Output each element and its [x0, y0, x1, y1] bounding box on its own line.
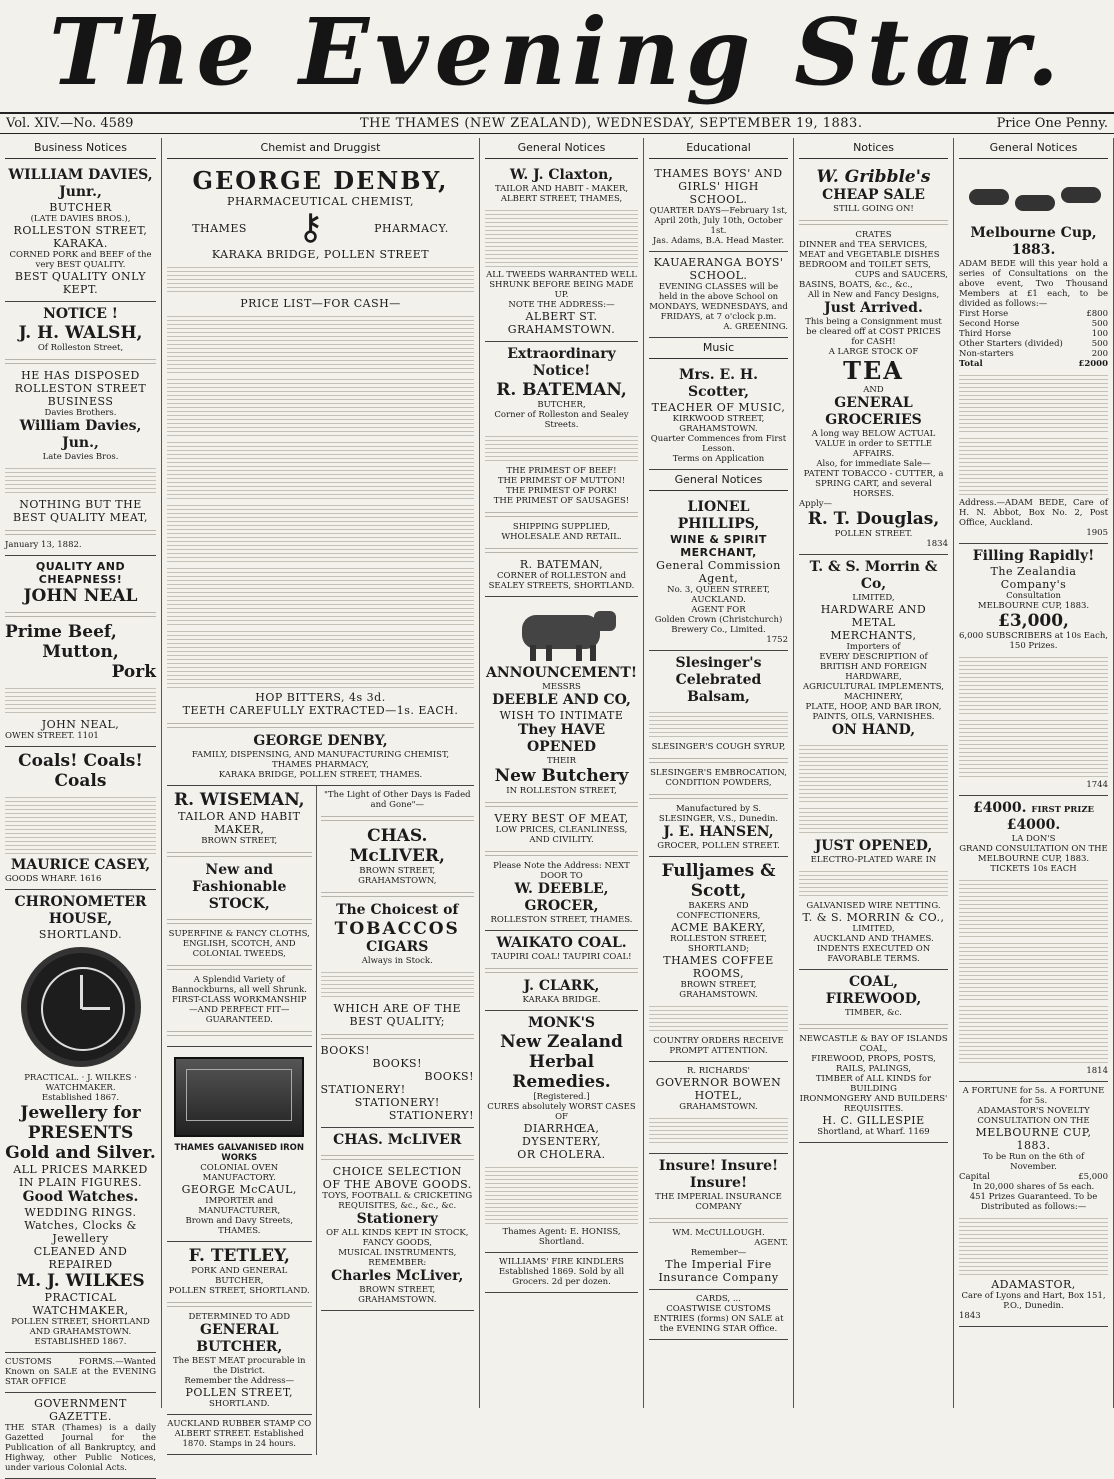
column-notices [794, 138, 954, 1408]
ad-adam-bede: Melbourne Cup, 1883. ADAM BEDE will this year hold a series of Consultations on the above event, Two Thousand Members at £1 each, to be divided as follows:— First Horse £800 Second Horse 500 Third Horse 100 Other Starters (divided) 500 Non-starters 200 Total £2000 Address.—ADAM BEDE, Care of H. N. Abbot, Box No. 2, Post Office, Auckland. 1905 [959, 163, 1108, 544]
column-header: General Notices [485, 138, 638, 159]
ad-mccaul: THAMES GALVANISED IRON WORKS COLONIAL OVEN MANUFACTORY. GEORGE McCAUL, IMPORTER and MANUFACTURER, Brown and Davy Streets, THAMES. [167, 1047, 312, 1242]
ad-phillips: LIONEL PHILLIPS, WINE & SPIRIT MERCHANT, General Commission Agent, No. 3, QUEEN STREET, AUCKLAND. AGENT FOR Golden Crown (Christchurch) Brewery Co., Limited. 1752 [649, 495, 788, 651]
racehorse-illustration [959, 171, 1109, 221]
ad-waikato: WAIKATO COAL. TAUPIRI COAL! TAUPIRI COAL! J. CLARK, KARAKA BRIDGE. [485, 931, 638, 1011]
ad-kindlers: WILLIAMS' FIRE KINDLERS Established 1869. Sold by all Grocers. 2d per dozen. [485, 1253, 638, 1293]
ad-claxton: W. J. Claxton, TAILOR AND HABIT - MAKER, ALBERT STREET, THAMES, ALL TWEEDS WARRANTED WELL SHRUNK BEFORE BEING MADE UP. NOTE THE ADDRESS:— ALBERT ST. GRAHAMSTOWN. [485, 163, 638, 342]
ad-tetley: F. TETLEY, PORK AND GENERAL BUTCHER, POLLEN STREET, SHORTLAND. DETERMINED TO ADD GENERAL BUTCHER, The BEST MEAT procurable in the District. Remember the Address— POLLEN STREET, SHORTLAND. [167, 1242, 312, 1415]
ad-fulljames: Fulljames & Scott, BAKERS AND CONFECTIONERS, ACME BAKERY, ROLLESTON STREET, SHORTLAND; THAMES COFFEE ROOMS, BROWN STREET, GRAHAMSTOWN. COUNTRY ORDERS RECEIVE PROMPT ATTENTION. [649, 857, 788, 1062]
column-header: Educational [649, 138, 788, 159]
ad-davies: WILLIAM DAVIES, Junr., BUTCHER (LATE DAVIES BROS.), ROLLESTON STREET, KARAKA. CORNED PORK and BEEF of the very BEST QUALITY. BEST QUALITY ONLY KEPT. [5, 163, 156, 302]
ad-richards: R. RICHARDS' GOVERNOR BOWEN HOTEL, GRAHAMSTOWN. [649, 1062, 788, 1154]
ad-zealandia: Filling Rapidly! The Zealandia Company's Consultation MELBOURNE CUP, 1883. £3,000, 6,000 SUBSCRIBERS at 10s Each, 150 Prizes. 1744 [959, 544, 1108, 796]
ad-wiseman: R. WISEMAN, TAILOR AND HABIT MAKER, BROWN STREET, New and Fashionable STOCK, SUPERFINE & FANCY CLOTHS, ENGLISH, SCOTCH, AND COLONIAL TWEEDS, A Splendid Variety of Bannockburns, all well Shrunk. FIRST-CLASS WORKMANSHIP —AND PERFECT FIT— GUARANTEED. [167, 786, 312, 1047]
column-header: General Notices [959, 138, 1108, 159]
key-icon: ⚷ [297, 207, 324, 248]
ad-slesinger: Slesinger's Celebrated Balsam, SLESINGER'S COUGH SYRUP, SLESINGER'S EMBROCATION, CONDITION POWDERS, Manufactured by S. SLESINGER, V.S., Dunedin. J. E. HANSEN, GROCER, POLLEN STREET. [649, 651, 788, 857]
ad-gazette: GOVERNMENT GAZETTE. THE STAR (Thames) is a daily Gazetted Journal for the Publication of all Bankruptcy, and Highway, other Public Notices, under various Colonial Acts. [5, 1393, 156, 1479]
ad-monk: MONK'S New Zealand Herbal Remedies. [Registered.] CURES absolutely WORST CASES OF DIARRHŒA, DYSENTERY, OR CHOLERA. Thames Agent: E. HONISS, Shortland. [485, 1011, 638, 1253]
dateline: THE THAMES (NEW ZEALAND), WEDNESDAY, SEPTEMBER 19, 1883. [360, 116, 863, 131]
ad-cards: CARDS, ... COASTWISE CUSTOMS ENTRIES (forms) ON SALE at the EVENING STAR Office. [649, 1290, 788, 1340]
ad-scotter: Mrs. E. H. Scotter, TEACHER OF MUSIC, KIRKWOOD STREET, GRAHAMSTOWN. Quarter Commences from First Lesson. Terms on Application [649, 363, 788, 470]
ad-stamp: AUCKLAND RUBBER STAMP CO ALBERT STREET. Established 1870. Stamps in 24 hours. [167, 1415, 312, 1455]
ad-denby: GEORGE DENBY, PHARMACEUTICAL CHEMIST, THAMES ⚷ PHARMACY. KARAKA BRIDGE, POLLEN STREET PRICE LIST—FOR CASH— HOP BITTERS, 4s 3d. TEETH CAREFULLY EXTRACTED—1s. EACH. GEORGE DENBY, FAMILY, DISPENSING, AND MANUFACTURING CHEMIST, THAMES PHARMACY, KARAKA BRIDGE, POLLEN STREET, THAMES. [167, 163, 474, 786]
ad-deeble: ANNOUNCEMENT! MESSRS DEEBLE AND CO, WISH TO INTIMATE They HAVE OPENED THEIR New Butchery IN ROLLESTON STREET, VERY BEST OF MEAT, LOW PRICES, CLEANLINESS, AND CIVILITY. Please Note the Address: NEXT DOOR TO W. DEEBLE, GROCER, ROLLESTON STREET, THAMES. [485, 597, 638, 931]
ad-neal: QUALITY AND CHEAPNESS! JOHN NEAL Prime Beef, Mutton, Pork JOHN NEAL, OWEN STREET. 1101 [5, 556, 156, 747]
column-general-notices [480, 138, 644, 1408]
volume-number: Vol. XIV.—No. 4589 [6, 116, 134, 131]
ad-gribble: W. Gribble's CHEAP SALE STILL GOING ON! CRATES DINNER and TEA SERVICES, MEAT and VEGETABLE DISHES BEDROOM and TOILET SETS, CUPS and SAUCERS, BASINS, BOATS, &c., &c., All in New and Fancy Designs, Just Arrived. This being a Consignment must be cleared off at COST PRICES for CASH! A LARGE STOCK OF TEA AND GENERAL GROCERIES A long way BELOW ACTUAL VALUE in order to SETTLE AFFAIRS. Also, for immediate Sale— PATENT TOBACCO - CUTTER, a SPRING CART, and several HORSES. Apply— R. T. Douglas, POLLEN STREET. 1834 [799, 163, 948, 555]
column-chemist [162, 138, 480, 1449]
ad-la-don: £4000. FIRST PRIZE £4000. LA DON'S GRAND CONSULTATION ON THE MELBOURNE CUP, 1883. TICKETS 10s EACH 1814 [959, 796, 1108, 1082]
ad-coals: Coals! Coals! Coals MAURICE CASEY, GOODS WHARF. 1616 [5, 747, 156, 890]
ad-bateman: Extraordinary Notice! R. BATEMAN, BUTCHER, Corner of Rolleston and Sealey Streets. THE PRIMEST OF BEEF! THE PRIMEST OF MUTTON! THE PRIMEST OF PORK! THE PRIMEST OF SAUSAGES! SHIPPING SUPPLIED, WHOLESALE AND RETAIL. R. BATEMAN, CORNER of ROLLESTON and SEALEY STREETS, SHORTLAND. [485, 342, 638, 597]
column-header: Chemist and Druggist [167, 138, 474, 159]
section-header-general: General Notices [649, 470, 788, 491]
ad-gillespie: COAL, FIREWOOD, TIMBER, &c. NEWCASTLE & BAY OF ISLANDS COAL, FIREWOOD, PROPS, POSTS, RAILS, PALINGS, TIMBER of ALL KINDS for BUILDING IRONMONGERY AND BUILDERS' REQUISITES. H. C. GILLESPIE Shortland, at Wharf. 1169 [799, 970, 948, 1143]
ad-morrin: T. & S. Morrin & Co, LIMITED, HARDWARE AND METAL MERCHANTS, Importers of EVERY DESCRIPTION of BRITISH AND FOREIGN HARDWARE, AGRICULTURAL IMPLEMENTS, MACHINERY, PLATE, HOOP, AND BAR IRON, PAINTS, OILS, VARNISHES. ON HAND, JUST OPENED, ELECTRO-PLATED WARE IN GALVANISED WIRE NETTING. T. & S. MORRIN & CO., LIMITED, AUCKLAND AND THAMES. INDENTS EXECUTED ON FAVORABLE TERMS. [799, 555, 948, 970]
ad-wilkes: CHRONOMETER HOUSE, SHORTLAND. PRACTICAL. · J. WILKES · WATCHMAKER. Established 1867. Jewellery for PRESENTS Gold and Silver. ALL PRICES MARKED IN PLAIN FIGURES. Good Watches. WEDDING RINGS. Watches, Clocks & Jewellery CLEANED AND REPAIRED M. J. WILKES PRACTICAL WATCHMAKER, POLLEN STREET, SHORTLAND AND GRAHAMSTOWN. ESTABLISHED 1867. [5, 890, 156, 1353]
column-business-notices [0, 138, 162, 1473]
column-educational [644, 138, 794, 1408]
prize-table: First Horse £800 Second Horse 500 Third Horse 100 Other Starters (divided) 500 Non-starters 200 Total £2000 [959, 309, 1108, 369]
section-header-music: Music [649, 338, 788, 359]
safe-illustration [174, 1057, 304, 1137]
ad-customs: CUSTOMS FORMS.—Wanted Known on SALE at the EVENING STAR OFFICE [5, 1353, 156, 1393]
chemist-lower [167, 786, 474, 1455]
newspaper-title: The Evening Star. [49, 0, 1065, 106]
ad-mcliver-2: CHAS. McLIVER CHOICE SELECTION OF THE ABOVE GOODS. TOYS, FOOTBALL & CRICKETING REQUISITES, &c., &c., &c. Stationery OF ALL KINDS KEPT IN STOCK, FANCY GOODS, MUSICAL INSTRUMENTS, REMEMBER: Charles McLiver, BROWN STREET, GRAHAMSTOWN. [321, 1128, 474, 1311]
ad-walsh: NOTICE ! J. H. WALSH, Of Rolleston Street, HE HAS DISPOSED ROLLESTON STREET BUSINESS Davies Brothers. William Davies, Jun., Late Davies Bros. NOTHING BUT THE BEST QUALITY MEAT, January 13, 1882. [5, 302, 156, 556]
masthead [0, 0, 1114, 110]
ad-high-school: THAMES BOYS' AND GIRLS' HIGH SCHOOL. QUARTER DAYS—February 1st, April 20th, July 10th, October 1st. Jas. Adams, B.A. Head Master. [649, 163, 788, 252]
column-general-notices-2 [954, 138, 1114, 1408]
ad-mcliver: "The Light of Other Days is Faded and Gone"— CHAS. McLIVER, BROWN STREET, GRAHAMSTOWN, The Choicest of TOBACCOS CIGARS Always in Stock. WHICH ARE OF THE BEST QUALITY; BOOKS! BOOKS! BOOKS! STATIONERY! STATIONERY! STATIONERY! [321, 786, 474, 1128]
column-header: Business Notices [5, 138, 156, 159]
price: Price One Penny. [996, 116, 1108, 131]
dateline-bar [0, 112, 1114, 134]
column-header: Notices [799, 138, 948, 159]
ad-insurance: Insure! Insure! Insure! THE IMPERIAL INSURANCE COMPANY WM. McCULLOUGH. AGENT. Remember— The Imperial Fire Insurance Company [649, 1154, 788, 1290]
bull-illustration [502, 605, 622, 661]
ad-adamastor: A FORTUNE for 5s. A FORTUNE for 5s. ADAMASTOR'S NOVELTY CONSULTATION ON THE MELBOURNE CUP, 1883. To be Run on the 6th of November. Capital £5,000 In 20,000 shares of 5s each. 451 Prizes Guaranteed. To be Distributed as follows:— ADAMASTOR, Care of Lyons and Hart, Box 151, P.O., Dunedin. 1843 [959, 1082, 1108, 1327]
ad-kauaeranga: KAUAERANGA BOYS' SCHOOL. EVENING CLASSES will be held in the above School on MONDAYS, WEDNESDAYS, and FRIDAYS, at 7 o'clock p.m. A. GREENING. [649, 252, 788, 338]
clock-illustration [21, 947, 141, 1067]
